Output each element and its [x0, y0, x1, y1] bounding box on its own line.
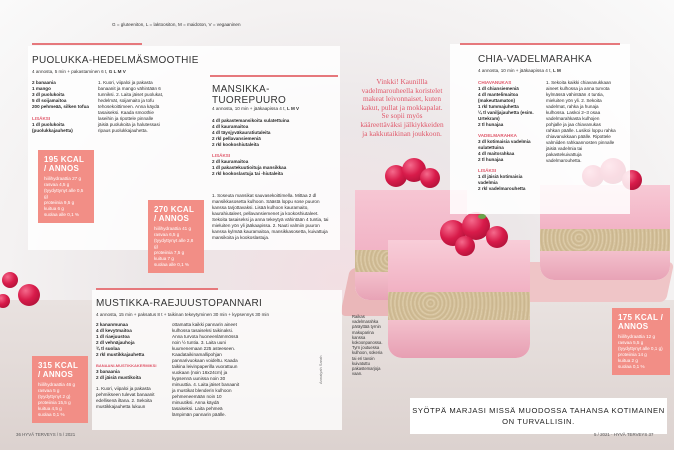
ingredient: 1 dl jäisiä kotimaisia vadelmia: [478, 174, 523, 185]
smoothie-meta-text: 4 annosta, 5 min + pakastaminen 6 t,: [32, 69, 109, 74]
ingredient: 3 dl puolukoita: [32, 92, 65, 97]
smoothie-meta-tags: G L M V: [108, 69, 126, 74]
ingredient: 1 dl riaejuustoa: [96, 334, 130, 339]
pannari-nutrition-box: [32, 356, 88, 423]
raspberry: [18, 284, 40, 306]
ingredient: 1 dl puolukoita (puolukkajauhetta): [32, 122, 73, 133]
tip-quote: Vinkki! Kaunillla vadelmarouheella koristelet makeat leivonnaiset, kuten kakut, pullat ja mokkapalat. Se sopii myös kääreettäväksi jälkiykkeiden ja kakkutaikinan joukkoon.: [360, 77, 444, 138]
nutrition-line: suolaa alle 0,1 %: [44, 212, 79, 217]
nutrition-line: kuitua 4,5 g: [38, 406, 62, 411]
nutrition-line: hiilihydraattia 41 g: [154, 226, 192, 231]
nutrition-line: rasvaa 5,5 g: [618, 340, 644, 345]
ingredient: 4 dl pakastemansikoita sulatettuina: [212, 118, 290, 123]
pannari-steps-b: ottamatta kaikki pannarin aineet kulhossa tasaiseksi taikinaksi. Anna turvota huoneenlämmössä noin ½ tuntia. 3. Laita uuni kuumenemaan 225 asteeseen. Kaadataikinamallipohjan pannarivuokaan voideltu. Kaada taikina leivinpaperilla vuorattuun vuokaan (noin 16x24cm) ja kypsennä uunissa noin 30 minuuttia. 4. Laita jäiset banaanit ja mustikat blenderin kulhoon pehmeneemään noin 10 minuutiksi. Anna käydä tasaiseksi. Laita pehmeä lämpimän pannarin päälle.: [172, 322, 240, 417]
kcal-title: 175 KCAL / ANNOS: [618, 313, 664, 331]
pannari-title: MUSTIKKA-RAEJUUSTOPANNARI: [96, 298, 263, 309]
callout-text: SYÖTPÄ MARJASI MISSÄ MUODOSSA TAHANSA KOTIMAINEN ON TURVALLISIN.: [412, 406, 665, 426]
ingredient: 2 rkl pellavansiemeniä: [212, 136, 261, 141]
chia-meta: [478, 68, 561, 73]
title-rule: [32, 43, 142, 45]
mansikka-nutrition-box: [148, 200, 204, 273]
callout-box: [410, 398, 667, 434]
ingredient: 200 pehmeää, silken tofua: [32, 104, 89, 109]
mansikka-steps: 1. Soseuta mansikat sauvasekoittimella. Mittaa 2 dl mansikkasosetta kulhoon. Säästä loppu sose puuron kanssa tarjottavaksi. Lisää kulhoon kauramaito, kaurahiutaleet, pellavansiemenet ja kookoshiutaleet. Sekoita tasaiseksi ja anna tekeytyä vähintään 4 tuntia, tai mieluiten yön yli jääkaapissa. 2. Nauti valmiin puuron kanssa kylmää kauramaitoa, mansikkasosetta, kuivattuja mansikoita ja kookoslastuja.: [212, 193, 329, 240]
smoothie-meta: [32, 69, 126, 74]
ingredient: 2 rkl mustikkajauhetta: [96, 352, 145, 357]
title-rule: [460, 43, 620, 45]
ingredient: 4 dl täysjyväkauratiutaleita: [212, 130, 271, 135]
kcal-title: 315 KCAL / ANNOS: [38, 361, 79, 379]
extra-heading: LISÄKSI: [32, 116, 51, 121]
ingredient: 2 rkl kookoshiutaleita: [212, 142, 259, 147]
chia-nutrition-box: [612, 308, 670, 375]
nutrition-line: (tyydyttynyt alle 0,1 g): [618, 346, 663, 351]
ingredient: 4 dl mantelimaitoa (makeuttamaton): [478, 92, 519, 103]
nutrition-line: proteiinia 9,5 g: [44, 200, 75, 205]
nutrition-line: kuitua 2 g: [618, 358, 638, 363]
nutrition-line: proteiinia 7,5 g: [154, 250, 185, 255]
ingredient: 1 mango: [32, 86, 51, 91]
dessert-glass-front: [388, 240, 530, 358]
extra-heading: BANAANI-MUSTIKKAKERMIKSI: [96, 363, 157, 368]
nutrition-line: suolaa 0,1 %: [618, 364, 645, 369]
nutrition-line: suolaa alle 0,1 %: [154, 262, 189, 267]
raspberry: [2, 272, 18, 288]
ingredient: 4 dl maitorahkaa: [478, 151, 515, 156]
mansikka-ingredients: [212, 118, 322, 177]
ingredient: 3 banaania: [96, 369, 120, 374]
photo-caption: Raikas vadelmarahka päräyttää tyrnin makuparina kanssa kokoonpanossa. Tyrn joutuessa kulhoon, sokeria tai eri tavoin kuivatuttu pakastemarjoja vaan.: [352, 314, 383, 377]
ingredient: 2 kananmunaa: [96, 322, 128, 327]
ingredient: 4 dl kevytmaitoa: [96, 328, 132, 333]
ingredient: 2 tl hunajaa: [478, 122, 504, 127]
footer-left: 36 HYVÄ TERVEYS / 5 / 2021: [16, 432, 76, 437]
nutrition-line: kuitua 6 g: [44, 206, 64, 211]
sub-heading: CHIAVANUKAS: [478, 80, 512, 85]
nutrition-line: hiilihydraattia 27 g: [44, 176, 82, 181]
pannari-ingredients: [96, 322, 162, 410]
ingredient: 2 rkl kookoslastuja tai -hiutaleita: [212, 171, 283, 176]
ingredient: 2 tl hunajaa: [478, 157, 504, 162]
mansikka-meta-tags: L M V: [286, 106, 300, 111]
nutrition-line: rasvaa 6,5 g: [154, 232, 180, 237]
ingredient: 4 dl kauramaitoa: [212, 124, 249, 129]
ingredient: 2 dl kauramaitoa: [212, 159, 249, 164]
nutrition-line: proteiinia 14 g: [618, 352, 647, 357]
ingredient: ¼ tl vaniljajauhetta (esim. Urtekram): [478, 110, 534, 121]
title-rule: [210, 75, 338, 77]
nutrition-line: proteiinia 15,5 g: [38, 400, 71, 405]
raspberry: [486, 226, 508, 248]
nutrition-line: hiilihydraattia 46 g: [38, 382, 76, 387]
photo-credit: Annaiyah Sarah: [318, 355, 323, 384]
smoothie-ingredients: [32, 80, 94, 134]
chia-ingredients: [478, 80, 540, 192]
kcal-title: 195 KCAL / ANNOS: [44, 155, 85, 173]
ingredient: 1 dl chiansiemeniä: [478, 86, 519, 91]
nutrition-line: kuitua 7 g: [154, 256, 174, 261]
pannari-meta: 4 annosta, 15 min + paksatus 8 t + taikinan tekeytyminen 30 min + kypsennys 30 min: [96, 312, 270, 317]
raspberry: [420, 168, 440, 188]
diet-legend: G = gluteeniton, L = laktoositon, M = maidoton, V = vegaaninen: [112, 22, 241, 27]
ingredient: 5 dl soijamaitoa: [32, 98, 67, 103]
chia-steps: 1. Sekoita kaikki chiavanukkaan aineet kulhossa ja anna turvota kylmässä vähintään 4 tuntia, mieluiten yön yli. 2. Sekoita vadelmat, rahka ja hunaja kulhossa. Laskoi 2–3 osaa vadelmarahkasta kulhojen pohjalle ja jaa chiavanukas rahkan päälle. Lusikoi loppu rahka chiavanukkaan päälle. Ripottele valmiiden rahkaannosten pinnalle jäisiä vadelmia tai pakastekuivattuja vadelmarouhetta.: [546, 80, 616, 163]
nutrition-line: (tyydyttynyt 2 g): [38, 394, 71, 399]
extra-heading: LISÄKSI: [212, 153, 231, 158]
extra-heading: LISÄKSI: [478, 168, 497, 173]
mansikka-title: MANSIKKA-TUOREPUURO: [212, 84, 287, 106]
ingredient: 2 dl vehnäjauhoja: [96, 340, 135, 345]
nutrition-line: (tyydyttynyt alle 0,5 g): [44, 188, 84, 199]
ingredient: 2 rkl vadelmarouhetta: [478, 186, 526, 191]
title-rule: [96, 288, 218, 290]
ingredient: ¾ tl suolaa: [96, 346, 120, 351]
ingredient: 2 dl jäisiä mustikoita: [96, 375, 141, 380]
ingredient: 2 banaania: [32, 80, 56, 85]
nutrition-line: rasvaa 4,5 g: [44, 182, 70, 187]
mansikka-meta-text: 4 annosta, 10 min + jääkaapissa 4 t,: [212, 106, 287, 111]
mint-leaf: [478, 214, 486, 219]
nutrition-line: (tyydyttynyt alle 2,8 g): [154, 238, 194, 249]
mansikka-meta: [212, 106, 299, 111]
nutrition-line: rasvaa 5 g: [38, 388, 60, 393]
footer-right: 5 / 2021 · HYVÄ TERVEYS 37: [594, 432, 654, 437]
pannari-steps-a: 1. Kuori, viipaloi ja pakasta pehmikseen tulevat banaanit edellisenä iltana. 2. Sekoita mustikkajauhetta lukuun: [96, 386, 155, 409]
raspberry: [455, 236, 475, 256]
ingredient: 1 dl pakastekuutioituja mansikkaa: [212, 165, 287, 170]
chia-meta-tags: L M: [552, 68, 561, 73]
smoothie-title: PUOLUKKA-HEDELMÄSMOOTHIE: [32, 55, 199, 66]
smoothie-steps: 1. Kuori, viipaloi ja pakasta banaanit ja mango vähintään 6 tunniksi. 2. Laita jäiset puolukat, hedelmät, soijamaito ja tofu tehosekoittimeen. Anna käydä tasaiseksi. Kaada smoothie laseihin ja ripottele pinnalle jäisiä puolukoita ja halutessasi ripaus puolukkajauhetta.: [98, 80, 164, 133]
ingredient: 1 rkl tummajuhetta: [478, 104, 519, 109]
nutrition-line: hiilihydraattia 12 g: [618, 334, 656, 339]
chia-meta-text: 4 annosta, 10 min + jääkaapissa 4 t,: [478, 68, 553, 73]
nutrition-line: suolaa 0,1 %: [38, 412, 65, 417]
kcal-title: 270 KCAL / ANNOS: [154, 205, 195, 223]
ingredient: 3 dl kotimaisia vadelmia sulatettuina: [478, 139, 531, 150]
sub-heading: VADELMARAHKA: [478, 133, 517, 138]
chia-title: CHIA-VADELMARAHKA: [478, 54, 592, 65]
smoothie-nutrition-box: [38, 150, 94, 223]
